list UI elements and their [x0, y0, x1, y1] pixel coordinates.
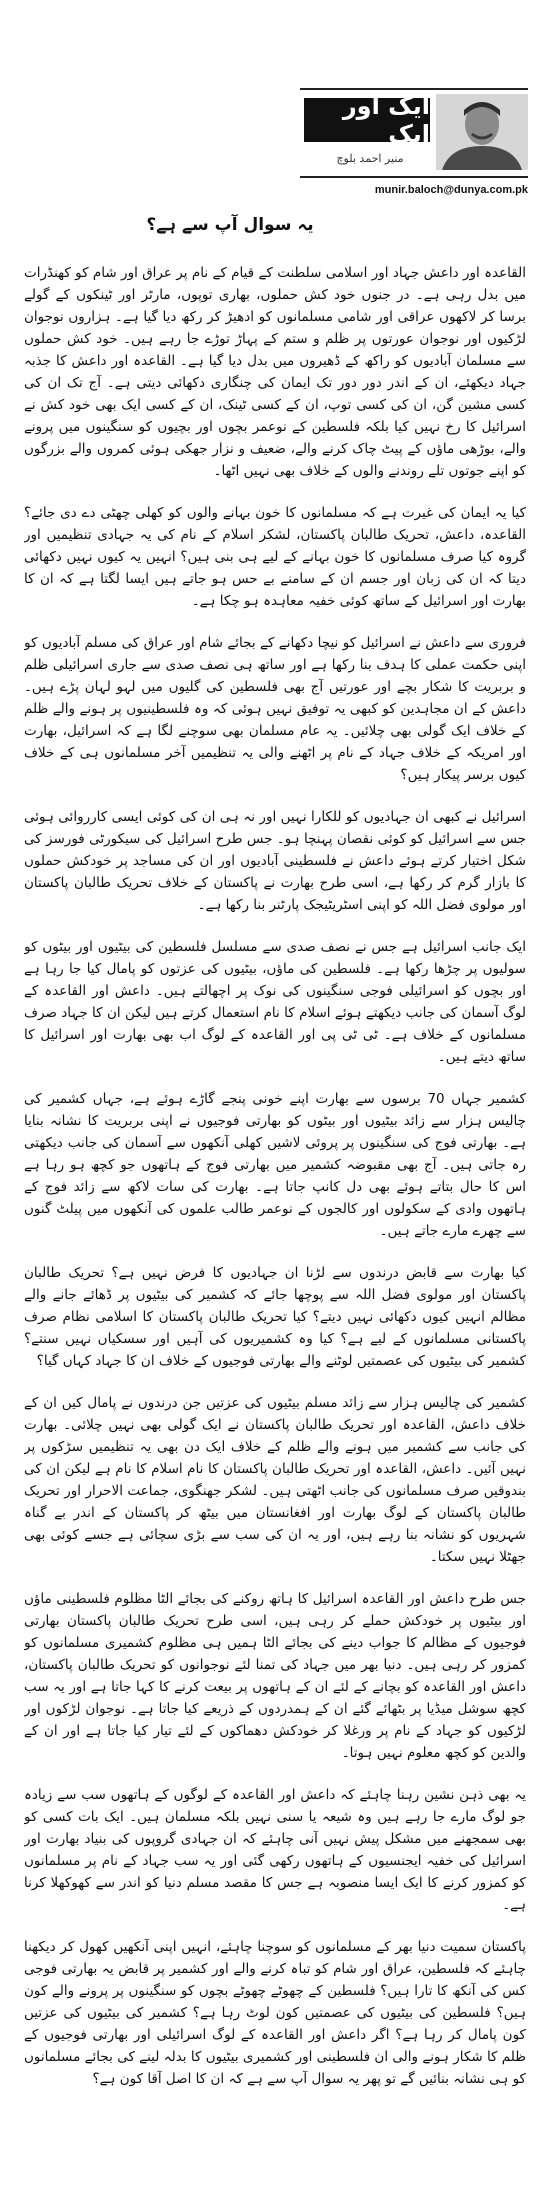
article-paragraph: جس طرح داعش اور القاعدہ اسرائیل کا ہاتھ روکنے کی بجائے الٹا مظلوم فلسطینی ماؤں اور بیٹیوں پر خودکش حملے کر رہی ہیں، اسی طرح تحریک طالبان پاکستان بھارتی فوجیوں کے مظالم کا جواب دینے کی بجائے الٹا ہمیں ہی مظلوم کشمیری مسلمانوں کو کمزور کر رہی ہیں۔ دنیا بھر میں جہاد کی تمنا لئے نوجوانوں کو تحریک طالبان پاکستان، داعش اور القاعدہ کو بچانے کے لئے ان کے ہاتھوں پر بیعت کرنے کا کہا جاتا ہے اور یہ سب کچھ سوشل میڈیا پر بٹھائے گئے ان کے ہمدردوں کے ذریعے کیا جاتا ہے۔ نوجوان لڑکوں اور لڑکیوں کو جہاد کے نام پر ورغلا کر خودکش دھماکوں کے لئے تیار کیا جاتا ہے اور ان کے والدین کو کچھ معلوم نہیں ہوتا۔	[24, 1591, 526, 1761]
column-title: ایک اور ایک	[304, 98, 430, 142]
author-email: munir.baloch@dunya.com.pk	[374, 184, 528, 196]
column-masthead	[300, 88, 528, 178]
article-paragraph: القاعدہ اور داعش جہاد اور اسلامی سلطنت کے قیام کے نام پر عراق اور شام کو کھنڈرات میں بدل رہی ہے۔ در جنوں خود کش حملوں، بھاری توپوں، مارٹر اور ٹینکوں کے گولے برسا کر لاکھوں عراقی اور شامی مسلمانوں کو ادھیڑ کر رکھ دیا گیا ہے۔ ہزاروں نوجوان لڑکیوں اور نوجوان عورتوں پر ظلم و ستم کے پہاڑ توڑے جا رہے ہیں۔ خود کش حملوں سے مسلمان آبادیوں کو راکھ کے ڈھیروں میں بدل دیا گیا ہے۔ القاعدہ اور داعش کا جذبہ جہاد دیکھئے، ان کے اندر دور دور تک ایمان کی چنگاری دکھائی دیتی ہے۔ آج تک ان کی کسی مشین گن، ان کی کسی توپ، ان کے کسی ٹینک، ان کے کسی ایک بھی خود کش نے اسرائیل کا رخ نہیں کیا بلکہ فلسطین کے نوعمر بچوں اور بچیوں کو سنگینوں میں پرونے والے، بوڑھی ماؤں کے پیٹ چاک کرنے والے، ضعیف و نزار جھکی ہوئی کمروں والے بزرگوں کو اپنے جوتوں تلے روندنے والوں کے خلاف بھی نہیں اٹھا۔	[24, 265, 526, 479]
article-headline: یہ سوال آپ سے ہے؟	[146, 215, 314, 235]
article-paragraph: پاکستان سمیت دنیا بھر کے مسلمانوں کو سوچنا چاہئے، انہیں اپنی آنکھیں کھول کر دیکھنا چاہئے کہ فلسطین، عراق اور شام کو تباہ کرنے والے اور کشمیر پر قابض یہ بھارتی فوجی کس کی آنکھ کا تارا ہیں؟ فلسطین کے چھوٹے چھوٹے بچوں کو سنگینوں پر پرونے والے کون ہیں؟ فلسطین کی بیٹیوں کی عصمتیں کون لوٹ رہا ہے؟ کشمیر کی بیٹیوں کی عزتیں کون پامال کر رہا ہے؟ اگر داعش اور القاعدہ کے لوگ اسرائیلی اور بھارتی فوجیوں کے ظلم کا شکار ہونے والی ان فلسطینی اور کشمیری بیٹیوں کا بدلہ لینے کی بجائے مسلمانوں کو ہی نشانہ بنائیں گے تو پھر یہ سوال آپ سے ہے کہ ان کا اصل آقا کون ہے؟	[24, 1939, 526, 2087]
article-paragraph: ایک جانب اسرائیل ہے جس نے نصف صدی سے مسلسل فلسطین کی بیٹیوں اور بیٹوں کو سولیوں پر چڑھا رکھا ہے۔ فلسطین کی ماؤں، بیٹیوں کی عزتوں کو پامال کیا جا رہا ہے اور بچوں کو اسرائیلی فوجی سنگینوں کی نوک پر اچھالتے ہیں۔ داعش اور القاعدہ کے لوگ آسمان کی جانب دیکھتے ہوئے اسلام کا نام استعمال کرتے ہیں لیکن ان کا جہاد صرف مسلمانوں کے خلاف ہے۔ ٹی ٹی پی اور القاعدہ کے لوگ اب بھی بھارت اور اسرائیل کا ساتھ دیتے ہیں۔	[24, 939, 526, 1065]
article-paragraph: کیا بھارت سے قابض درندوں سے لڑنا ان جہادیوں کا فرض نہیں ہے؟ تحریک طالبان پاکستان اور مولوی فضل اللہ سے پوچھا جائے کہ کشمیر کی بیٹیوں پر ڈھائے جانے والے مظالم انہیں کیوں دکھائی نہیں دیتے؟ کیا تحریک طالبان پاکستان کا اسلامی نظام صرف پاکستانی مسلمانوں کے لیے ہے؟ کیا وہ کشمیریوں کی آہیں اور سسکیاں نہیں سنتے؟ کشمیر کی بیٹیوں کی عصمتیں لوٹنے والے بھارتی فوجیوں کے خلاف ان کا جہاد کہاں گیا؟	[24, 1265, 526, 1369]
article-paragraph: یہ بھی ذہن نشین رہنا چاہئے کہ داعش اور القاعدہ کے لوگوں کے ہاتھوں سب سے زیادہ جو لوگ مارے جا رہے ہیں وہ شیعہ یا سنی نہیں بلکہ مسلمان ہیں۔ ایک بات کسی کو بھی سمجھنے میں مشکل پیش نہیں آنی چاہئے کہ ان جہادی گروپوں کی بنیاد بھارت اور اسرائیل کی خفیہ ایجنسیوں کے ہاتھوں رکھی گئی اور یہ سب جہاد کے نام پر مسلمانوں کو کمزور کرنے کا ایک ایسا منصوبہ ہے جس کا مقصد مسلم دنیا کو اندر سے کھوکھلا کرنا ہے۔	[24, 1787, 526, 1913]
author-portrait-icon	[436, 94, 528, 170]
article-paragraph: کشمیر کی چالیس ہزار سے زائد مسلم بیٹیوں کی عزتیں جن درندوں نے پامال کیں ان کے خلاف داعش، القاعدہ اور تحریک طالبان پاکستان نے ایک گولی بھی نہیں چلائی۔ بھارت کی جانب سے کشمیر میں ہونے والے ظلم کے خلاف ایک دن بھی یہ تنظیمیں سڑکوں پر نہیں آئیں۔ داعش، القاعدہ اور تحریک طالبان پاکستان کا نام اسلام کا نام ہے لیکن ان کی بندوقیں صرف مسلمانوں کی جانب اٹھتی ہیں۔ لشکر جھنگوی، جماعت الاحرار اور تحریک طالبان پاکستان کے لوگ بھارت اور افغانستان میں بیٹھ کر پاکستان کے اندر بے گناہ شہریوں کو نشانہ بنا رہے ہیں، اور یہ ان کی سب سے بڑی سچائی ہے جسے کوئی بھی جھٹلا نہیں سکتا۔	[24, 1395, 526, 1565]
article-paragraph: کشمیر جہاں 70 برسوں سے بھارت اپنے خونی پنجے گاڑے ہوئے ہے، جہاں کشمیر کی چالیس ہزار سے زائد بیٹیوں اور بیٹوں کو بھارتی فوجیوں نے اپنی بربریت کا نشانہ بنایا ہے۔ بھارتی فوج کی سنگینوں پر پروئی لاشیں کھلی آنکھوں سے آسمان کی جانب دیکھتی رہ جاتی ہیں۔ آج بھی مقبوضہ کشمیر میں بھارتی فوج کے ہاتھوں جو کچھ ہو رہا ہے اس کا حال بتاتے ہوئے بھی دل کانپ جاتا ہے۔ بھارت کی سات لاکھ سے زائد فوج کے ہاتھوں وادی کے سکولوں اور کالجوں کے نوعمر طالب علموں کی آنکھوں میں پیلٹ گنوں سے چھرے مارے جاتے ہیں۔	[24, 1091, 526, 1239]
author-name: منیر احمد بلوچ	[336, 152, 404, 165]
article-paragraph: فروری سے داعش نے اسرائیل کو نیچا دکھانے کے بجائے شام اور عراق کی مسلم آبادیوں کو اپنی حکمت عملی کا ہدف بنا رکھا ہے اور ساتھ ہی نصف صدی سے جاری اسرائیلی ظلم و بربریت کا شکار بچے اور عورتیں آج بھی فلسطین کی گلیوں میں لہو لہان پڑے ہیں۔ داعش کے ان مجاہدین کو کبھی یہ توفیق نہیں ہوئی کہ وہ فلسطینیوں پر ہونے والے ظلم کے خلاف ایک گولی بھی چلائیں۔ یہ عام مسلمان بھی سوچنے لگا ہے کہ اسرائیل، بھارت اور امریکہ کے خلاف جہاد کے نام پر اٹھنے والی یہ تنظیمیں آخر مسلمانوں ہی کے خلاف کیوں برسر پیکار ہیں؟	[24, 635, 526, 783]
article-body	[24, 262, 526, 2192]
article-paragraph: اسرائیل نے کبھی ان جہادیوں کو للکارا نہیں اور نہ ہی ان کی کوئی ایسی کارروائی ہوئی جس سے اسرائیل کو کوئی نقصان پہنچا ہو۔ جس طرح اسرائیل کی سیکورٹی فورسز کی شکل اختیار کرتے ہوئے داعش نے فلسطینی آبادیوں اور ان کی مساجد پر خودکش حملوں کا بازار گرم کر رکھا ہے، اسی طرح بھارت نے پاکستان کے خلاف تحریک طالبان پاکستان اور مولوی فضل اللہ کو اپنی اسٹریٹیجک پارٹنر بنا رکھا ہے۔	[24, 809, 526, 913]
article-paragraph: کیا یہ ایمان کی غیرت ہے کہ مسلمانوں کا خون بہانے والوں کو کھلی چھٹی دے دی جائے؟ القاعدہ، داعش، تحریک طالبان پاکستان، لشکر اسلام کے نام کی یہ جہادی تنظیمیں اور گروہ کیا صرف مسلمانوں کا خون بہانے کے لیے ہی بنی ہیں؟ انہیں یہ کیوں نہیں دکھائی دیتا کہ ان کی زبان اور جسم ان کے سامنے بے حس ہو جاتے ہیں ایسا لگتا ہے کہ ان کا بھارت اور اسرائیل کے ساتھ کوئی خفیہ معاہدہ ہو چکا ہے۔	[24, 505, 526, 609]
